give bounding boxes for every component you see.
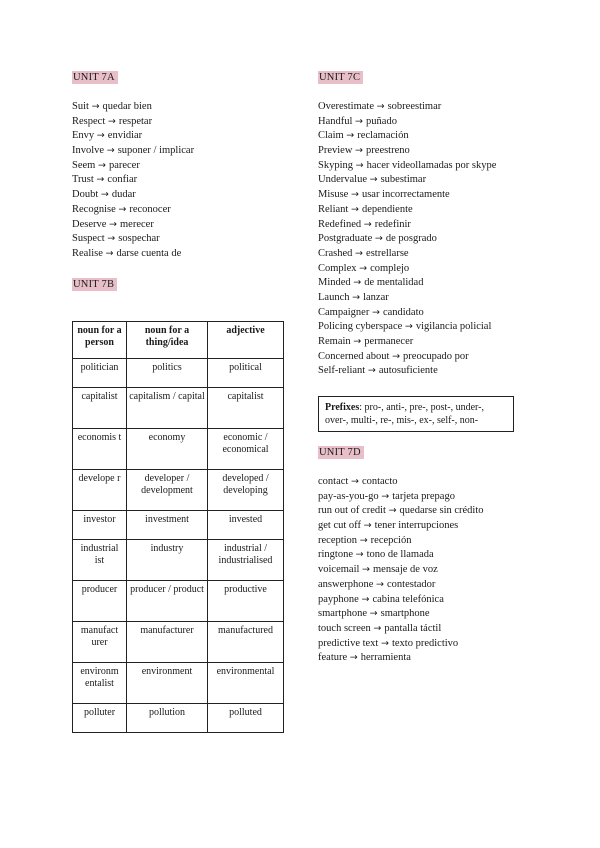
table-row	[73, 663, 284, 704]
arrow-right-icon: →	[350, 476, 362, 487]
vocab-term: answerphone	[318, 578, 374, 590]
table-row	[73, 704, 284, 733]
arrow-right-icon: →	[355, 145, 367, 157]
vocab-translation: suponer / implicar	[117, 145, 195, 157]
arrow-right-icon: →	[392, 350, 404, 362]
arrow-right-icon: →	[353, 336, 365, 347]
vocab-translation: dependiente	[361, 203, 413, 215]
vocab-item	[72, 159, 287, 174]
vocab-term: Minded	[318, 277, 351, 289]
vocab-translation: mensaje de voz	[373, 564, 438, 576]
vocab-translation: redefinir	[374, 218, 411, 230]
arrow-right-icon: →	[374, 233, 386, 245]
vocab-translation: vigilancia policial	[415, 321, 492, 333]
unit-7c-heading: UNIT 7C	[318, 71, 363, 84]
vocab-term: Misuse	[318, 189, 349, 201]
arrow-right-icon: →	[350, 189, 362, 201]
vocab-translation: contestador	[387, 578, 436, 590]
arrow-right-icon: →	[355, 247, 367, 259]
vocab-item	[318, 504, 548, 519]
vocab-item	[72, 144, 287, 159]
vocab-item	[318, 563, 548, 578]
vocab-item	[72, 218, 287, 233]
vocab-item	[318, 622, 548, 637]
arrow-right-icon: →	[363, 520, 375, 532]
vocab-term: run out of credit	[318, 505, 386, 517]
arrow-right-icon: →	[96, 174, 108, 186]
vocab-item	[318, 519, 548, 534]
vocab-translation: quedar bien	[102, 101, 152, 112]
vocab-translation: sobreestimar	[387, 101, 442, 112]
vocab-item	[318, 129, 548, 144]
arrow-right-icon: →	[376, 578, 388, 590]
table-cell: industrial / industrialised	[208, 540, 284, 581]
table-cell: economis t	[73, 429, 127, 470]
vocab-term: voicemail	[318, 564, 360, 576]
vocab-item	[72, 188, 287, 203]
table-header-cell: adjective	[208, 322, 284, 359]
vocab-term: ringtone	[318, 549, 353, 561]
vocab-term: touch screen	[318, 622, 371, 634]
arrow-right-icon: →	[362, 564, 374, 576]
vocab-translation: tono de llamada	[366, 549, 434, 561]
table-cell: producer / product	[127, 581, 208, 622]
vocab-term: Claim	[318, 130, 344, 142]
arrow-right-icon: →	[109, 218, 121, 230]
vocab-translation: complejo	[370, 262, 410, 274]
vocab-item	[318, 232, 548, 247]
arrow-right-icon: →	[91, 101, 103, 112]
vocab-item	[318, 534, 548, 549]
vocab-translation: confiar	[107, 174, 138, 186]
vocab-term: Redefined	[318, 218, 362, 230]
arrow-right-icon: →	[346, 130, 358, 142]
table-cell: industry	[127, 540, 208, 581]
arrow-right-icon: →	[359, 262, 371, 274]
table-header-cell: noun for a person	[73, 322, 127, 359]
table-cell: capitalist	[208, 388, 284, 429]
table-row	[73, 511, 284, 540]
arrow-right-icon: →	[100, 189, 112, 201]
table-cell: invested	[208, 511, 284, 540]
arrow-right-icon: →	[107, 233, 119, 245]
table-row	[73, 581, 284, 622]
vocab-item	[318, 173, 548, 188]
table-cell: manufact urer	[73, 622, 127, 663]
table-cell: polluted	[208, 704, 284, 733]
vocab-translation: cabina telefónica	[372, 593, 444, 605]
vocab-term: Recognise	[72, 203, 116, 215]
vocab-term: Suit	[72, 101, 89, 112]
vocab-item	[318, 578, 548, 593]
vocab-term: Overestimate	[318, 101, 374, 112]
vocab-term: payphone	[318, 593, 359, 605]
table-cell: economic / economical	[208, 429, 284, 470]
table-cell: politician	[73, 359, 127, 388]
vocab-translation: hacer videollamadas por skype	[366, 159, 497, 171]
vocab-translation: merecer	[120, 218, 154, 230]
vocab-item	[318, 364, 548, 379]
table-row	[73, 359, 284, 388]
vocab-translation: envidiar	[107, 130, 143, 142]
vocab-translation: reclamación	[357, 130, 409, 142]
table-cell: politics	[127, 359, 208, 388]
prefixes-list: : pro-, anti-, pre-, post-, under-, over-, multi-, re-, mis-, ex-, self-, non-	[325, 402, 485, 426]
vocab-translation: parecer	[108, 159, 140, 171]
vocab-translation: pantalla táctil	[384, 622, 442, 634]
vocab-translation: candidato	[382, 306, 424, 318]
vocab-term: Complex	[318, 262, 357, 274]
arrow-right-icon: →	[349, 652, 361, 664]
vocab-term: Launch	[318, 291, 350, 303]
prefixes-label: Prefixes	[325, 402, 360, 413]
unit-7c-list	[318, 100, 548, 379]
vocab-item	[72, 100, 287, 115]
vocab-term: Reliant	[318, 203, 349, 215]
table-cell: develope r	[73, 470, 127, 511]
vocab-term: predictive text	[318, 637, 379, 649]
arrow-right-icon: →	[355, 159, 367, 171]
vocab-term: Skyping	[318, 159, 354, 171]
vocab-item	[318, 350, 548, 365]
table-row	[73, 470, 284, 511]
vocab-item	[318, 115, 548, 130]
vocab-term: Preview	[318, 145, 353, 157]
vocab-term: smartphone	[318, 608, 367, 620]
table-cell: industrial ist	[73, 540, 127, 581]
vocab-term: get cut off	[318, 520, 361, 532]
vocab-item	[318, 651, 548, 666]
vocab-translation: sospechar	[118, 233, 160, 245]
table-row	[73, 429, 284, 470]
table-header-row	[73, 322, 284, 359]
table-cell: manufacturer	[127, 622, 208, 663]
vocab-translation: contacto	[361, 476, 398, 487]
arrow-right-icon: →	[353, 277, 365, 289]
vocab-translation: smartphone	[380, 608, 430, 620]
vocab-translation: autosuficiente	[378, 365, 438, 377]
unit-7d-list	[318, 475, 548, 666]
table-cell: developer / development	[127, 470, 208, 511]
arrow-right-icon: →	[369, 174, 381, 186]
arrow-right-icon: →	[118, 203, 130, 215]
vocab-translation: texto predictivo	[391, 637, 459, 649]
arrow-right-icon: →	[97, 159, 109, 171]
arrow-right-icon: →	[107, 115, 119, 127]
vocab-translation: dudar	[111, 189, 136, 201]
arrow-right-icon: →	[352, 291, 364, 303]
vocab-term: Undervalue	[318, 174, 367, 186]
vocab-item	[72, 247, 287, 262]
vocab-item	[318, 548, 548, 563]
arrow-right-icon: →	[404, 321, 416, 333]
table-cell: manufactured	[208, 622, 284, 663]
table-row	[73, 622, 284, 663]
vocab-translation: permanecer	[364, 336, 414, 347]
vocab-translation: recepción	[370, 534, 412, 546]
table-cell: economy	[127, 429, 208, 470]
arrow-right-icon: →	[376, 101, 388, 112]
vocab-item	[318, 218, 548, 233]
table-cell: environment	[127, 663, 208, 704]
vocab-item	[318, 593, 548, 608]
vocab-translation: de posgrado	[385, 233, 437, 245]
table-cell: capitalism / capital	[127, 388, 208, 429]
vocab-translation: tener interrupciones	[374, 520, 459, 532]
vocab-term: Trust	[72, 174, 94, 186]
vocab-item	[318, 306, 548, 321]
unit-7d-heading: UNIT 7D	[318, 446, 364, 459]
vocab-translation: de mentalidad	[364, 277, 424, 289]
vocab-item	[72, 173, 287, 188]
table-row	[73, 540, 284, 581]
table-cell: investment	[127, 511, 208, 540]
vocab-term: Policing cyberspace	[318, 321, 403, 333]
arrow-right-icon: →	[105, 247, 117, 259]
vocab-translation: reconocer	[129, 203, 171, 215]
unit-7b-heading: UNIT 7B	[72, 278, 117, 291]
vocab-term: Campaigner	[318, 306, 370, 318]
arrow-right-icon: →	[363, 218, 375, 230]
vocab-translation: respetar	[118, 115, 153, 127]
table-cell: political	[208, 359, 284, 388]
table-cell: productive	[208, 581, 284, 622]
vocab-translation: preestreno	[366, 145, 410, 157]
vocab-term: Remain	[318, 336, 351, 347]
table-cell: producer	[73, 581, 127, 622]
vocab-item	[318, 291, 548, 306]
vocab-translation: darse cuenta de	[116, 247, 182, 259]
arrow-right-icon: →	[367, 365, 379, 377]
arrow-right-icon: →	[369, 608, 381, 620]
vocab-term: Envy	[72, 130, 95, 142]
vocab-term: pay-as-you-go	[318, 490, 379, 502]
vocab-translation: usar incorrectamente	[361, 189, 450, 201]
vocab-item	[72, 115, 287, 130]
arrow-right-icon: →	[106, 145, 118, 157]
arrow-right-icon: →	[355, 549, 367, 561]
vocab-translation: puñado	[366, 115, 397, 127]
vocab-translation: lanzar	[363, 291, 389, 303]
table-header-cell: noun for a thing/idea	[127, 322, 208, 359]
arrow-right-icon: →	[350, 203, 362, 215]
arrow-right-icon: →	[359, 534, 371, 546]
vocab-item	[318, 607, 548, 622]
arrow-right-icon: →	[381, 490, 393, 502]
vocab-term: Involve	[72, 145, 105, 157]
arrow-right-icon: →	[371, 306, 383, 318]
vocab-item	[318, 188, 548, 203]
vocab-item	[318, 100, 548, 115]
vocab-term: Concerned about	[318, 350, 390, 362]
vocab-item	[72, 129, 287, 144]
table-cell: environmental	[208, 663, 284, 704]
vocab-translation: tarjeta prepago	[392, 490, 455, 502]
vocab-item	[318, 335, 548, 350]
table-cell: polluter	[73, 704, 127, 733]
arrow-right-icon: →	[355, 115, 367, 127]
vocab-term: Handful	[318, 115, 353, 127]
vocab-term: feature	[318, 652, 348, 664]
vocab-term: Respect	[72, 115, 106, 127]
vocab-item	[318, 475, 548, 490]
vocab-item	[318, 637, 548, 652]
vocab-item	[318, 144, 548, 159]
vocab-translation: preocupado por	[403, 350, 469, 362]
prefixes-box	[318, 396, 514, 432]
vocab-item	[318, 276, 548, 291]
vocab-item	[318, 203, 548, 218]
vocab-item	[318, 320, 548, 335]
vocab-term: Self-reliant	[318, 365, 366, 377]
table-cell: investor	[73, 511, 127, 540]
vocab-item	[318, 247, 548, 262]
vocab-term: Crashed	[318, 247, 353, 259]
vocab-translation: quedarse sin crédito	[399, 505, 484, 517]
vocab-translation: subestimar	[380, 174, 427, 186]
vocab-term: contact	[318, 476, 349, 487]
vocab-term: Suspect	[72, 233, 105, 245]
arrow-right-icon: →	[388, 505, 400, 517]
arrow-right-icon: →	[380, 637, 392, 649]
unit-7a-list	[72, 100, 287, 262]
vocab-term: reception	[318, 534, 358, 546]
vocab-item	[318, 262, 548, 277]
unit-7b-table	[72, 321, 284, 733]
vocab-term: Deserve	[72, 218, 107, 230]
vocab-item	[318, 159, 548, 174]
vocab-term: Seem	[72, 159, 96, 171]
vocab-item	[72, 203, 287, 218]
vocab-translation: herramienta	[360, 652, 411, 664]
arrow-right-icon: →	[373, 622, 385, 634]
vocab-term: Doubt	[72, 189, 99, 201]
unit-7a-heading: UNIT 7A	[72, 71, 118, 84]
vocab-item	[72, 232, 287, 247]
vocab-term: Realise	[72, 247, 103, 259]
table-cell: developed / developing	[208, 470, 284, 511]
table-row	[73, 388, 284, 429]
vocab-term: Postgraduate	[318, 233, 373, 245]
table-cell: environm entalist	[73, 663, 127, 704]
vocab-translation: estrellarse	[366, 247, 409, 259]
vocab-item	[318, 490, 548, 505]
table-cell: capitalist	[73, 388, 127, 429]
arrow-right-icon: →	[96, 130, 108, 142]
arrow-right-icon: →	[361, 593, 373, 605]
table-cell: pollution	[127, 704, 208, 733]
